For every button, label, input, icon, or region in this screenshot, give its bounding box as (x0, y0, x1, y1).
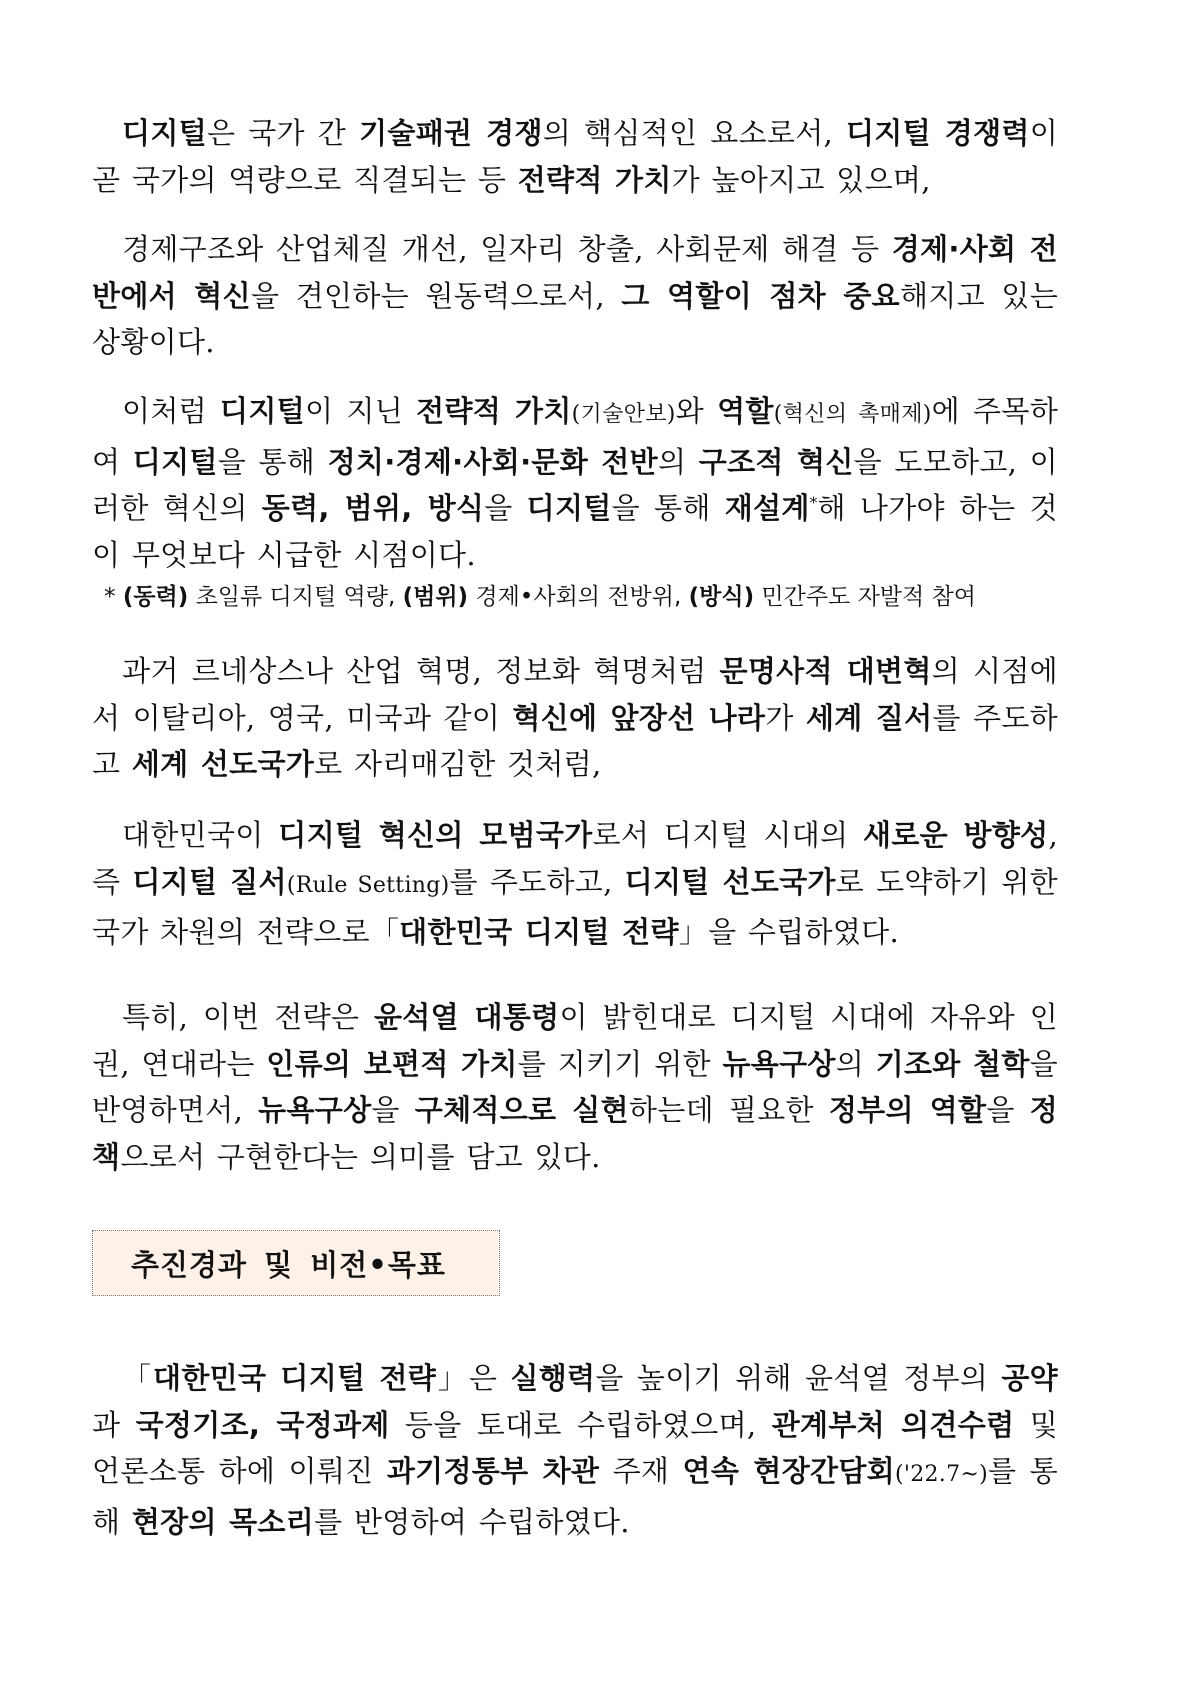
text: 경제•사회의 전방위, (468, 584, 689, 610)
footnote (104, 582, 976, 612)
paragraph-digital-strategy (92, 812, 1058, 956)
text: 를 지키기 위한 (517, 1046, 723, 1081)
footnote-marker: * (809, 493, 818, 512)
text: 」을 수립하였다. (678, 915, 900, 949)
text: 및 언론소통 하에 이뤄진 (92, 1407, 1059, 1488)
bold-text: 국정기조, 국정과제 (135, 1407, 390, 1442)
small-text: (기술안보) (571, 402, 676, 427)
bold-text: 문명사적 대변혁 (719, 654, 932, 688)
text: 은 국가 간 (206, 116, 360, 150)
bold-text: 역할 (717, 394, 774, 428)
text: 을 통해 (611, 491, 725, 525)
bold-text: 기술패권 경쟁 (359, 116, 543, 150)
text: 과거 르네상스나 산업 혁명, 정보화 혁명처럼 (122, 654, 720, 688)
bold-text: 그 역할이 점차 중요 (621, 278, 900, 313)
bold-text: 전략적 가치 (517, 162, 672, 197)
paragraph-digital-competition (92, 110, 1058, 203)
paragraph-historical-leaders (92, 648, 1058, 788)
bold-text: (범위) (402, 584, 469, 610)
text: 이 밝힌대로 디지털 시대에 자유와 인권, 연대라는 (92, 1000, 1058, 1081)
bold-text: 디지털 (220, 394, 305, 428)
bold-text: 정부의 역할 (828, 1093, 987, 1127)
bold-text: 전략적 가치 (416, 394, 572, 428)
bold-text: 혁신에 앞장선 나라 (512, 700, 766, 735)
bold-text: 공약 (1001, 1361, 1058, 1395)
bold-text: (방식) (688, 584, 755, 610)
bold-text: 기조와 철학 (875, 1046, 1030, 1081)
bold-text: 실행력 (510, 1361, 596, 1395)
bold-text: 디지털 (132, 444, 218, 479)
bold-text: 디지털 혁신의 모범국가 (278, 818, 593, 852)
text: 초일류 디지털 역량, (188, 584, 403, 610)
bold-text: (동력) (122, 584, 189, 610)
text: 주재 (599, 1454, 683, 1488)
text: 를 통해 (92, 1454, 1058, 1539)
bold-text: 뉴욕구상 (258, 1093, 372, 1127)
text: 을 (371, 1093, 415, 1127)
bold-text: 정치·경제·사회·문화 전반 (327, 444, 658, 479)
bold-text: 연속 현장간담회 (682, 1454, 895, 1488)
text: 와 (675, 394, 718, 428)
bold-text: 현장의 목소리 (131, 1504, 315, 1539)
small-text: ('22.7~) (894, 1462, 989, 1487)
text: * (104, 584, 123, 610)
text: 과 (92, 1407, 136, 1442)
text: 이처럼 (122, 394, 221, 428)
bold-text: 재설계 (724, 491, 810, 525)
bold-text: 구조적 혁신 (698, 444, 854, 479)
text: 를 주도하고, (449, 864, 625, 899)
text: 로서 디지털 시대의 (592, 818, 864, 852)
text: 하는데 필요한 (628, 1093, 829, 1127)
bold-text: 과기정통부 차관 (386, 1454, 600, 1488)
bold-text: 동력, 범위, 방식 (261, 491, 485, 525)
bold-text: 구체적으로 실현 (414, 1093, 629, 1127)
bold-text: 디지털 선도국가 (624, 864, 836, 899)
bold-text: 대한민국 디지털 전략 (153, 1361, 437, 1395)
text: 로 도약하기 위한 국가 차원의 전략으로「 (92, 864, 1058, 949)
text: 을 (484, 491, 527, 525)
paragraph-economic-innovation (92, 226, 1058, 366)
text: , 즉 (92, 818, 1058, 899)
text: 의 시점에서 이탈리아, 영국, 미국과 같이 (92, 654, 1058, 735)
text: 경제구조와 산업체질 개선, 일자리 창출, 사회문제 해결 등 (122, 232, 892, 266)
bold-text: 정책 (92, 1093, 1058, 1174)
text: 이 곧 국가의 역량으로 직결되는 등 (92, 116, 1059, 197)
bold-text: 디지털 경쟁력 (845, 116, 1030, 150)
text: 등을 토대로 수립하였으며, (389, 1407, 772, 1442)
text: 를 반영하여 수립하였다. (314, 1504, 630, 1539)
text: 를 주도하고 (92, 700, 1058, 781)
text: 의 (835, 1046, 876, 1081)
text: 을 반영하면서, (92, 1046, 1058, 1127)
bold-text: 디지털 (526, 491, 612, 525)
text: 을 (986, 1093, 1030, 1127)
bold-text: 경제·사회 전반에서 혁신 (92, 232, 1058, 313)
text: 으로서 구현한다는 의미를 담고 있다. (120, 1139, 601, 1174)
bold-text: 대한민국 디지털 전략 (399, 915, 679, 949)
text: 을 높이기 위해 윤석열 정부의 (595, 1361, 1002, 1395)
text: 이 지닌 (305, 394, 417, 428)
section-title: 추진경과 및 비전•목표 (131, 1247, 446, 1282)
small-text: (혁신의 촉매제) (773, 402, 932, 427)
paragraph-progress-background (92, 1355, 1058, 1545)
bold-text: 디지털 질서 (132, 864, 287, 899)
bold-text: 새로운 방향성 (863, 818, 1049, 852)
bold-text: 인류의 보편적 가치 (266, 1046, 518, 1081)
text: 해지고 있는 상황이다. (92, 278, 1059, 359)
bold-text: 윤석열 대통령 (373, 1000, 560, 1034)
text: 민간주도 자발적 참여 (754, 584, 976, 610)
paragraph-strategic-redesign (92, 388, 1058, 578)
bold-text: 세계 질서 (805, 700, 933, 735)
text: 을 도모하고, 이러한 혁신의 (92, 444, 1058, 525)
text: 로 자리매김한 것처럼, (314, 747, 602, 781)
text: 「 (122, 1361, 154, 1395)
text: 을 통해 (217, 444, 328, 479)
text: 에 주목하여 (92, 394, 1059, 479)
bold-text: 디지털 (122, 116, 207, 150)
text: 의 핵심적인 요소로서, (542, 116, 846, 150)
small-text: (Rule Setting) (286, 872, 450, 898)
text: 의 (657, 444, 699, 479)
text: 특히, 이번 전략은 (122, 1000, 374, 1034)
section-header-box (92, 1230, 500, 1296)
text: 을 견인하는 원동력으로서, (250, 278, 622, 313)
bold-text: 관계부처 의견수렴 (771, 1407, 1015, 1442)
text: 대한민국이 (122, 818, 279, 852)
bold-text: 세계 선도국가 (131, 747, 315, 781)
text: 해 나가야 하는 것이 무엇보다 시급한 시점이다. (92, 491, 1058, 572)
bold-text: 뉴욕구상 (722, 1046, 836, 1081)
text: 」은 (436, 1361, 511, 1395)
paragraph-new-york-initiative (92, 994, 1058, 1180)
text: 가 높아지고 있으며, (671, 162, 931, 197)
text: 가 (765, 700, 806, 735)
